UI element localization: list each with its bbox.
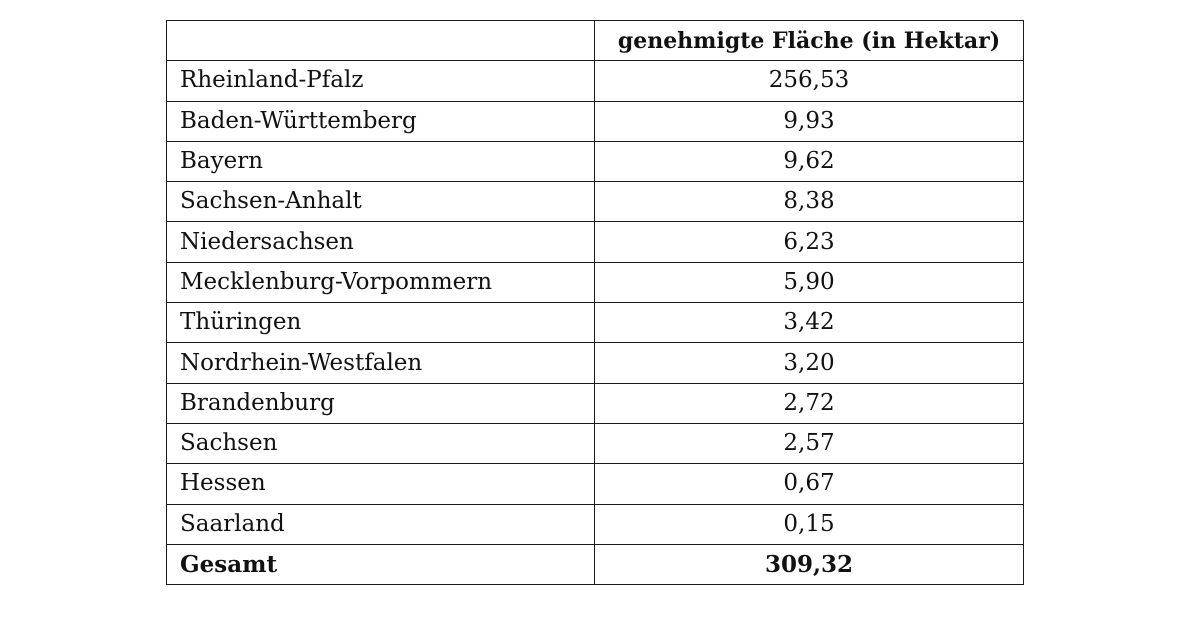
value-cell: 0,67 <box>595 464 1024 504</box>
header-state <box>167 21 595 61</box>
state-cell: Sachsen-Anhalt <box>167 182 595 222</box>
table-row <box>167 262 1024 302</box>
table-row <box>167 222 1024 262</box>
value-cell: 8,38 <box>595 182 1024 222</box>
table-row <box>167 423 1024 463</box>
table-row <box>167 504 1024 544</box>
table-row <box>167 61 1024 101</box>
value-cell: 9,62 <box>595 141 1024 181</box>
state-cell: Niedersachsen <box>167 222 595 262</box>
value-cell: 3,42 <box>595 303 1024 343</box>
table-header-row <box>167 21 1024 61</box>
state-cell: Thüringen <box>167 303 595 343</box>
table-row <box>167 464 1024 504</box>
value-cell: 0,15 <box>595 504 1024 544</box>
state-cell: Hessen <box>167 464 595 504</box>
state-cell: Brandenburg <box>167 383 595 423</box>
table-row <box>167 141 1024 181</box>
total-row <box>167 544 1024 584</box>
total-value: 309,32 <box>595 544 1024 584</box>
value-cell: 2,57 <box>595 423 1024 463</box>
table-row <box>167 101 1024 141</box>
value-cell: 3,20 <box>595 343 1024 383</box>
header-value: genehmigte Fläche (in Hektar) <box>595 21 1024 61</box>
value-cell: 9,93 <box>595 101 1024 141</box>
value-cell: 256,53 <box>595 61 1024 101</box>
state-cell: Mecklenburg-Vorpommern <box>167 262 595 302</box>
table-row <box>167 343 1024 383</box>
state-cell: Nordrhein-Westfalen <box>167 343 595 383</box>
state-cell: Bayern <box>167 141 595 181</box>
value-cell: 6,23 <box>595 222 1024 262</box>
table-row <box>167 383 1024 423</box>
table-row <box>167 303 1024 343</box>
total-label: Gesamt <box>167 544 595 584</box>
value-cell: 5,90 <box>595 262 1024 302</box>
state-cell: Saarland <box>167 504 595 544</box>
value-cell: 2,72 <box>595 383 1024 423</box>
state-cell: Sachsen <box>167 423 595 463</box>
table-row <box>167 182 1024 222</box>
state-cell: Rheinland-Pfalz <box>167 61 595 101</box>
area-table <box>166 20 1024 585</box>
state-cell: Baden-Württemberg <box>167 101 595 141</box>
